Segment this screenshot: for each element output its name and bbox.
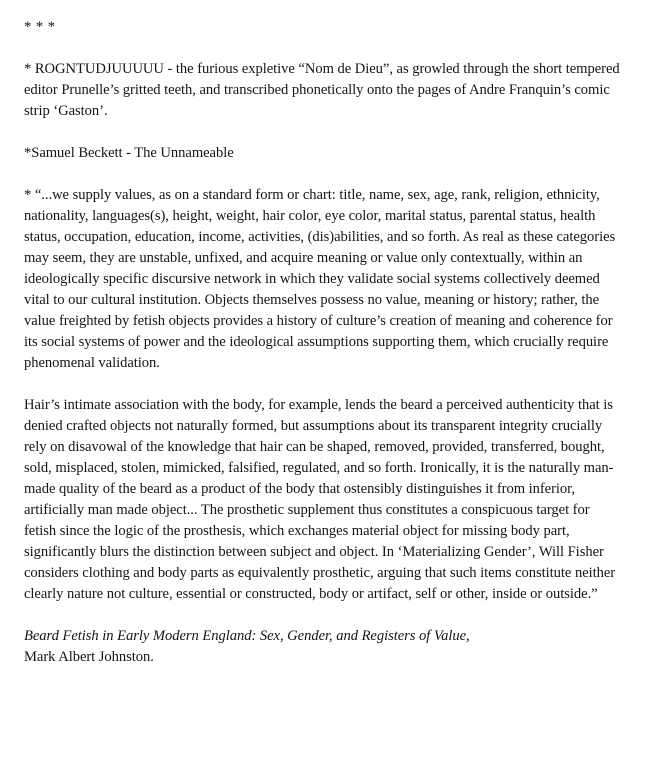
footnote-beckett: *Samuel Beckett - The Unnameable xyxy=(24,145,234,161)
footnote-rogntudju: * ROGNTUDJUUUUU - the furious expletive “Nom de Dieu”, as growled through the short tempered editor Prunelle’s gritted teeth, and transcribed phonetically onto the pages of Andre Franquin’s comic strip ‘Gaston’. xyxy=(24,61,620,119)
section-separator: * * * xyxy=(24,19,55,35)
citation-author: Mark Albert Johnston. xyxy=(24,649,154,665)
footnote-quote-part-2: Hair’s intimate association with the body, for example, lends the beard a perceived authenticity that is denied crafted objects not naturally formed, but assumptions about its transparent integrity crucially rely on disavowal of the knowledge that hair can be shaped, removed, provided, transferred, bought, sold, misplaced, stolen, mimicked, falsified, regulated, and so forth. Ironically, it is the naturally man-made quality of the beard as a product of the body that ostensibly distinguishes it from inferior, artificially man made object... The prosthetic supplement thus constitutes a conspicuous target for fetish since the logic of the prosthesis, which exchanges material object for missing body part, significantly blurs the distinction between subject and object. In ‘Materializing Gender’, Will Fisher considers clothing and body parts as equivalently prosthetic, arguing that such items constitute neither clearly nature not culture, essential or constructed, body or artifact, self or other, inside or outside.” xyxy=(24,397,616,602)
citation-book-title: Beard Fetish in Early Modern England: Sex, Gender, and Registers of Value, xyxy=(24,628,470,644)
citation xyxy=(24,626,624,668)
footnote-quote-part-1: * “...we supply values, as on a standard form or chart: title, name, sex, age, rank, religion, ethnicity, nationality, languages(s), height, weight, hair color, eye color, marital status, parental status, health status, occupation, education, income, activities, (dis)abilities, and so forth. As real as these categories may seem, they are unstable, unfixed, and acquire meaning or value only contextually, within an ideologically specific discursive network in which they validate social systems collectively deemed vital to our cultural institution. Objects themselves possess no value, meaning or history; rather, the value freighted by fetish objects provides a history of culture’s creation of meaning and coherence for its social systems of power and the ideological assumptions supporting them, which crucially require phenomenal validation. xyxy=(24,187,616,371)
